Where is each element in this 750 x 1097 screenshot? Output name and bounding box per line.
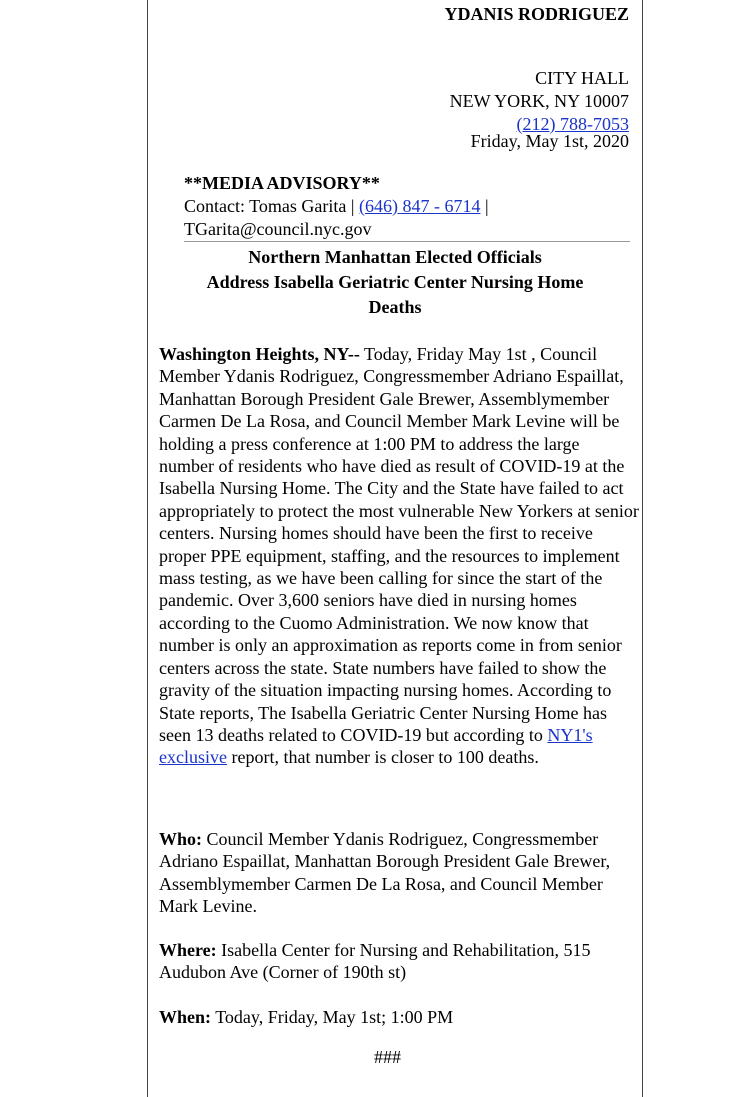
headline-line-1: Northern Manhattan Elected Officials	[248, 247, 542, 267]
headline-line-2: Address Isabella Geriatric Center Nursing Home	[206, 272, 584, 292]
contact-email: TGarita@council.nyc.gov	[184, 219, 372, 239]
when-paragraph	[159, 1006, 639, 1028]
headline-line-3: Deaths	[368, 297, 422, 317]
main-text-a: Today, Friday May 1st , Council Member Ydanis Rodriguez, Congressmember Adriano Espaillat, Manhattan Borough President Gale Brewer, Assemblymember Carmen De La Rosa, and Council Member Mark Levine will be holding a press conference at 1:00 PM to address the large number of residents who have died as result of COVID-19 at the Isabella Nursing Home. The City and the State have failed to act appropriately to protect the most vulnerable New Yorkers at senior centers. Nursing homes should have been the first to receive proper PPE equipment, staffing, and the resources to implement mass testing, as we have been calling for since the start of the pandemic. Over 3,600 seniors have died in nursing homes according to the Cuomo Administration. We now know that number is only an approximation as reports come in from senior centers across the state. State numbers have failed to show the gravity of the situation impacting nursing homes. According to State reports, The Isabella Geriatric Center Nursing Home has seen 13 deaths related to COVID-19 but according to	[159, 344, 639, 745]
right-margin-line	[642, 0, 643, 1097]
end-mark: ###	[374, 1047, 401, 1067]
where-paragraph	[159, 939, 639, 984]
dateline: Washington Heights, NY--	[159, 344, 360, 364]
advisory-divider	[184, 241, 630, 242]
contact-label: Contact: Tomas Garita |	[184, 196, 359, 216]
contact-phone-link[interactable]: (646) 847 - 6714	[358, 196, 481, 216]
contact-line	[184, 195, 630, 218]
sender-name: YDANIS RODRIGUEZ	[444, 4, 629, 24]
left-margin-line	[147, 0, 148, 1097]
ny1-exclusive-link[interactable]: NY1's exclusive	[159, 724, 593, 768]
who-label: Who:	[159, 829, 203, 849]
address-line-1: CITY HALL	[535, 68, 629, 88]
main-paragraph	[159, 343, 639, 769]
who-text: Council Member Ydanis Rodriguez, Congressmember Adriano Espaillat, Manhattan Borough President Gale Brewer, Assemblymember Carmen De La Rosa, and Council Member Mark Levine.	[159, 829, 611, 917]
who-paragraph	[159, 828, 639, 918]
sender-address	[450, 67, 629, 136]
headline	[180, 245, 610, 320]
where-text: Isabella Center for Nursing and Rehabilitation, 515 Audubon Ave (Corner of 190th st)	[159, 940, 591, 983]
release-date: Friday, May 1st, 2020	[470, 131, 629, 151]
address-line-2: NEW YORK, NY 10007	[449, 91, 629, 111]
advisory-title: **MEDIA ADVISORY**	[184, 173, 380, 193]
where-label: Where:	[159, 940, 217, 960]
when-label: When:	[159, 1007, 212, 1027]
media-advisory-block	[184, 172, 630, 241]
main-text-b: report, that number is closer to 100 deaths.	[226, 747, 539, 768]
contact-separator: |	[480, 196, 489, 216]
phone-link[interactable]: (212) 788-7053	[516, 114, 629, 134]
when-text: Today, Friday, May 1st; 1:00 PM	[211, 1007, 454, 1027]
